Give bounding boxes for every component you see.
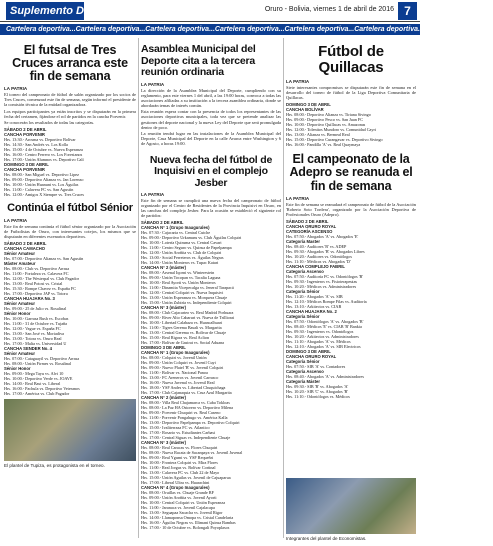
fixture-line: Hrs. 08:00.- Nueva Racata de Sacanpaya vs. Jovenil Juvenal	[141, 449, 243, 455]
byline: LA PATRIA	[4, 218, 28, 224]
byline: LA PATRIA	[4, 86, 28, 91]
fixture-line: Hrs. 17:00.- América vs. Club Pagador	[4, 390, 70, 396]
fixture-line: Hrs. 12:00.- Amigos X Siempre vs. Tres Cruces	[4, 192, 85, 198]
fixture-line: Hrs. 12:00.- The Westerpal vs. Club Pagador	[4, 275, 79, 281]
fixture-heading: Máster Amateur	[4, 260, 36, 266]
fixture-line: Hrs. 15:00.- Ivaliterraza FC vs. Atlantico	[141, 424, 210, 430]
fixture-line: Hrs. 08:00.- Villa Real Chajamarca vs. Cuba Tokloas	[141, 399, 230, 405]
fixture-line: Hrs. 17:00.- Bolívar de Gastrat vs. Social Aduana	[141, 339, 225, 345]
fixture-heading: CANCHA SENDER No. 4	[4, 345, 53, 351]
fixture-line: Hrs. 08:00.- Colquiri vs. Jovenil Unión	[141, 354, 207, 360]
fixture-line: Hrs. 17:00.- Rosario vs. Estudiantes Carbasi	[141, 429, 216, 435]
headline-futsal: El futsal de Tres Cruces arranca este fin de semana	[12, 43, 128, 83]
column-right	[286, 38, 416, 546]
section-strip: Cartelera deportiva...Cartelera deportiva...Cartelera deportiva...Cartelera deportiva...Cartelera deportiva...Cartelera deportiva...Cartelera deportiva...	[0, 24, 420, 35]
fixture-line: Hrs. 09:30.- Abogados 'B' vs. Abogados Libres	[286, 249, 365, 255]
fixture-line: Hrs. 15:00.- Unión Aguilas vs. Jovenil de Cajuaparua	[141, 474, 231, 480]
photo-caption: El plantel de Tupiza, es protagonista en el torneo.	[4, 462, 105, 468]
headline-adepro: El campeonato de la Adepro se reanuda el fin de semana	[289, 151, 413, 193]
fixture-line: Hrs. 11:10.- Abogados 'A' vs. Médicos	[286, 339, 351, 345]
fixture-line: Hrs. 14:30.- San Andrés vs. Los Kolla	[4, 142, 68, 148]
fixture-line: Hrs. 07:50.- Odontólogos 'A' vs. Abogados 'B'	[286, 319, 364, 325]
fixture-heading: CATEGORÍA ASCENSO	[286, 229, 333, 235]
fixture-line: Hrs. 09:00.- Deportivo Urkamaru vs. Club Águilas Colquiri	[141, 234, 242, 240]
fixture-line: Hrs. 09:00.- Porvenir Chuquiri vs. Real Caseno	[141, 409, 221, 415]
fixture-list	[141, 220, 281, 530]
fixture-heading: CANCHA N° 1 (Grupo Inaugurales)	[141, 349, 210, 355]
paragraph: Los equipos participantes ya están inscritos y se disputarán en la primera fecha del certamen, fijándose el rol de partidos en la cancha Porvenir.	[4, 108, 136, 119]
fixture-line: Hrs. 12:10.- Abogados 'A' vs. SIB Electricos	[286, 344, 361, 350]
fixture-line: Hrs. 07:50.- Abogados 'A' vs. Abogados 'E'	[286, 234, 359, 240]
fixture-line: Hrs. 17:00.- Deportivo JAP vs. Totora	[4, 290, 68, 296]
byline: LA PATRIA	[141, 81, 165, 87]
fixture-heading: Sénior Honor	[4, 365, 31, 371]
fixture-heading: DOMINGO 3 DE ABRIL	[141, 344, 186, 350]
fixture-heading: Categoría Máster	[286, 379, 320, 385]
fixture-heading: Categoría Sénior	[286, 359, 320, 365]
fixture-heading: CANCHA N° 3 (máster)	[141, 439, 187, 445]
fixture-line: Hrs. 11:00.- Porvenir Pongahugo vs. América Kalla	[141, 414, 228, 420]
fixture-line: Hrs. 09:00.- Unión Aroñita vs. Jovenil Ayorti	[141, 494, 217, 500]
fixture-line: Hrs. 13:00.- Calavera FC vs. Club 22 de Mayo	[141, 469, 220, 475]
fixture-line: Hrs. 09:00.- Nuevo Platel 'B' vs. Jovenil Colquiri	[141, 364, 224, 370]
fixture-heading: Categoría Ascenso	[286, 369, 324, 375]
fixture-heading: SÁBADO 2 DE ABRIL	[141, 219, 184, 225]
fixture-line: Hrs. 11:00.- Centro Seguro vs. Quinsa de Papelpampa	[141, 244, 232, 250]
paragraph: Este fin de semana se reanudará el campeonato de fútbol de la Asociación 'Roberto Soto Tordera', organizado por la Asociación Deportiva de Profesionales Oruro (Adepro).	[286, 202, 416, 218]
byline: LA PATRIA	[286, 79, 310, 84]
fixture-line: Hrs. 10:20.- Arkitectos vs. Administradores	[286, 334, 359, 340]
fixture-line: Hrs. 16:00.- Centro Ferrero vs. Los Forestanos	[4, 152, 83, 158]
fixture-line: Hrs. 13:30.- Arosma vs. Deportivo Bolívar	[4, 137, 76, 143]
fixture-heading: CANCHA PORVENIR	[4, 132, 45, 138]
fixture-line: Hrs. 15:00.- Unión Zubiría vs. Independiente Colquiri	[141, 299, 232, 305]
fixture-line: Hrs. 13:00.- Totora vs. Oruro Real	[4, 335, 62, 341]
fixture-line: Hrs. 09:00.- River Alto Cabaruri vs. Nueva de Trilliorai	[141, 314, 235, 320]
fixture-line: Hrs. 17:00.- Club Cajanaquia vs. Cruz Azul Margarita	[141, 389, 232, 395]
fixture-line: Hrs. 08:00.- San Miguel vs. Deportivo Lipez	[4, 172, 80, 178]
fixture-heading: CANCHA CAMACHO	[4, 245, 46, 251]
fixture-heading: Sénior Amateur	[4, 350, 36, 356]
fixture-heading: CANCHA ORURO ROYAL	[286, 354, 337, 360]
fixture-heading: CANCHA N° 2 (máster)	[141, 264, 187, 270]
fixture-line: Hrs. 07:00.- Deportivo Alianza vs. San Agustín	[4, 255, 84, 261]
fixture-heading: Categoría Master	[286, 239, 320, 245]
fixture-line: Hrs. 12:00.- Unión Aroñita vs. Club de Colquiri	[141, 249, 222, 255]
fixture-heading: CANCHA COMPLEJO FABRIL	[286, 264, 345, 270]
fixture-line: Hrs. 13:00.- Seguapaa Sacacha vs. Jovenil Rigor	[141, 509, 223, 515]
fixture-line: Hrs. 15:00.- Deportivo Curangavar vs. Deportivo Sivingo	[286, 136, 383, 142]
fixture-heading: DOMINGO 3 DE ABRIL	[286, 349, 331, 355]
fixture-line: Hrs. 09:00.- Unión Tocopan vs. Tacalia Laguna	[141, 274, 221, 280]
fixture-line: Hrs. 10:20.- Auditores vs. Odontólogos	[286, 254, 352, 260]
fixture-line: Hrs. 11:00.- 31 de Octubre vs. Tujaña	[4, 320, 68, 326]
fixture-line: Hrs. 10:20.- Médicos vs. Administradores	[286, 284, 357, 290]
fixture-line: Hrs. 08:00.- Arsenal Iqorni vs. Winterestein	[141, 269, 215, 275]
fixture-heading: CANCHA N° 1 (Grupo Inaugurales)	[141, 224, 210, 230]
fixture-line: Hrs. 11:00.- Calavera FC vs. San Agustín	[4, 187, 74, 193]
fixture-line: Hrs. 10:00.- Deportivo Quillacas vs. Amazonas	[286, 121, 366, 127]
fixture-line: Hrs. 07:50.- SIB 'A' vs. Contadores	[286, 364, 346, 370]
fixture-line: Hrs. 14:00.- Unión Monteros vs. Tupac Katari	[141, 259, 219, 265]
fixture-list	[4, 241, 136, 396]
fixture-line: Hrs. 13:00.- Alianza vs. Bermeal Real	[286, 131, 350, 137]
fixture-line: Hrs. 17:00.- Unión Alumnos vs. Deportivo Calí	[4, 157, 84, 163]
fixture-line: Hrs. 12:00.- Vague vs. España FC	[4, 325, 61, 331]
paragraph: La reunión tendrá lugar en las instalaciones de la Asamblea Municipal del Deporte, Casa Municipal del Deporte en la calle Avaroa entre Washington y 6 de Agosto, a horas 19:00.	[141, 131, 281, 147]
fixture-line: Hrs. 08:00.- Oruillas vs. Chuaje Grande BF	[141, 489, 214, 495]
fixture-line: Hrs. 13:00.- Real Potosi vs. Cristal	[4, 280, 63, 286]
fixture-line: Hrs. 07:50.- Auditoría FC vs. Odontólogos 'B'	[286, 274, 364, 280]
fixture-line: Hrs. 14:00.- Llamaponsa Omopa vs. Cristal Candelaria	[141, 514, 234, 520]
fixture-line: Hrs. 15:00.- 4 de Octubre vs. Nueva Esperanza	[4, 147, 83, 153]
fixture-line: Hrs. 08:00.- Club Cajacarteo vs. Real Madrid Porhuara	[141, 309, 234, 315]
fixture-line: Hrs. 09:00.- Unión Colquiri vs. Jovenil Cuyi	[141, 359, 216, 365]
fixture-line: Hrs. 11:00.- Fortaleza vs. Calavera FC	[4, 270, 69, 276]
paragraph: El torneo del campeonato de fútbol de salón organizado por los socios de Tres Cruces, comenzará este fin de semana, según informó el presidente de la comisión técnica de la entidad organizadora.	[4, 92, 136, 108]
fixture-heading: CANCHA BOLÍVAR	[286, 106, 324, 112]
fixture-line: Hrs. 09:00.- Deportivo Alianza vs. Jan Lorenzo	[4, 177, 84, 183]
fixture-line: Hrs. 10:00.- Garrasa Bush vs. Escobas	[4, 315, 69, 321]
fixture-heading: CANCHA HUAJARA No. 3	[4, 295, 55, 301]
fixture-line: Hrs. 08:00.- Deportivo Alianza vs. Tiriana Sivingo	[286, 111, 371, 117]
fixture-line: Hrs. 08:40.- Médicos 'E' vs. CIAB 'B' Bankia	[286, 324, 362, 330]
fixture-line: Hrs. 11:20.- Abogados 'A' vs. SIB	[286, 294, 343, 300]
fixture-line: Hrs. 07:30.- Cajacaria vs. Central Cutche	[141, 229, 211, 235]
fixture-line: Hrs. 10:00.- Real Ayorti vs. Unión Monteros	[141, 279, 216, 285]
fixture-line: Hrs. 12:00.- Tolenitos Mundoro vs. Comunidad Cayri	[286, 126, 377, 132]
fixture-line: Hrs. 10:00.- Libertad Calabaza vs. Huancalhuari	[141, 319, 223, 325]
headline-quillacas: Fútbol de Quillacas	[318, 43, 384, 76]
fixture-line: Hrs. 09:30.- Ingenieros vs. Fisioterapeutas	[286, 279, 358, 285]
headline-senior: Continúa el fútbol Sénior	[7, 202, 133, 215]
fixture-line: Hrs. 11:00.- Jaranaca vs. Jovenil Cajalacapa	[141, 504, 215, 510]
fixture-line: Hrs. 12:10.- Médicos Rompe Filas vs. Auditoría	[286, 299, 367, 305]
paragraph: Siete interesantes compromisos se disputarán este fin de semana en el desarrollo del torneo de fútbol de la Liga Deportiva Comunitaria de Quillacas.	[286, 85, 416, 101]
page-date: Oruro - Bolivia, viernes 1 de abril de 2016	[264, 6, 394, 13]
fixture-heading: Categoría Sénior	[286, 289, 320, 295]
paragraph: Este fin de semana se cumplirá una nueva fecha del campeonato de fútbol organizado por el Centro de Residentes de la Provincia Inquisivi en Oruro, en las canchas del complejo Jesber. Para la ocasión se estableció el siguiente rol de partidos:	[141, 198, 281, 219]
fixture-line: Hrs. 13:00.- FC Areneros vs. Jovenil Carrasco	[141, 374, 219, 380]
fixture-line: Hrs. 17:00.- 10 de Octubre vs. Bolongali Poyoplasos	[141, 524, 230, 530]
fixture-line: Hrs. 12:00.- Central Colquiri vs. Nueva Inquisivi	[141, 289, 224, 295]
paragraph: Se conocerán los resultados de todas las categorías.	[4, 120, 95, 126]
column-center	[141, 38, 281, 546]
fixture-line: Hrs. 09:30.- SIB 'B' vs. Abogados 'A'	[286, 384, 349, 390]
fixture-line: Hrs. 10:00.- Frontera Colquiri vs. Mira Flores	[141, 459, 218, 465]
fixture-line: Hrs. 10:00.- Lotería Quiruma vs. Central Cavari	[141, 239, 222, 245]
fixture-line: Hrs. 18:00.- YSF Andes vs. Libertad Chuquichaga	[141, 384, 226, 390]
fixture-heading: SÁBADO 2 DE ABRIL	[4, 127, 47, 133]
fixture-line: Hrs. 10:00.- Central Colquiri vs. Unión Esperanza	[141, 499, 226, 505]
fixture-line: Hrs. 08:00.- Unión Firmes vs. Rosalinal	[4, 360, 71, 366]
fixture-line: Hrs. 11:10.- Odontólogos vs. Médicos	[286, 394, 350, 400]
fixture-line: Hrs. 11:00.- Tigres Gerema Basali vs. Margarita	[141, 324, 222, 330]
fixture-line: Hrs. 09:00.- 25 de Julio vs. Rosalinal	[4, 305, 67, 311]
fixture-list	[4, 127, 136, 197]
fixture-line: Hrs. 08:00.- Real Caracas vs. Flores Chuquiri	[141, 444, 218, 450]
fixture-heading: CANCHA N° 2 (máster)	[141, 394, 187, 400]
fixture-line: Hrs. 16:00.- Águilas Negras vs. Illimani Quinsa Bambas	[141, 519, 236, 525]
fixture-line: Hrs. 11:00.- Real Jorgas vs. Bolívar Cortinal	[141, 464, 216, 470]
fixture-heading: DOMINGO 3 DE ABRIL	[4, 162, 49, 168]
fixture-line: Hrs. 15:00.- Real Rigora vs. Real Aclion	[141, 334, 210, 340]
fixture-heading: DOMINGO 3 DE ABRIL	[286, 101, 331, 107]
fixture-heading: Sénior Honor	[4, 310, 31, 316]
fixture-heading: SÁBADO 2 DE ABRIL	[286, 219, 329, 225]
fixture-line: Hrs. 10:20.- SIB 'C' vs. Abogados 'B'	[286, 389, 348, 395]
photo-caption: Integrantes del plantel de Economistas.	[286, 536, 367, 541]
fixture-line: Hrs. 10:00.- Deportivo Verde vs. JOAVE	[4, 375, 73, 381]
team-photo	[286, 478, 416, 534]
fixture-line: Hrs. 08:00.- Club vs. Deportivo Arrasa	[4, 265, 70, 271]
article-body	[141, 88, 281, 147]
fixture-line: Hrs. 13:00.- Social Ferreteros vs. Águilas Negras	[141, 254, 224, 260]
fixture-line: Hrs. 13:00.- San José vs. Moriadiva	[4, 330, 65, 336]
fixture-heading: Categoría Sénior	[286, 314, 320, 320]
fixture-list	[286, 219, 416, 399]
fixture-line: Hrs. 10:00.- Unión Huanuni vs. Los Águilas	[4, 182, 79, 188]
byline: LA PATRIA	[286, 196, 310, 202]
fixture-line: Hrs. 16:00.- Nueva Juvenal vs. Jovenil Real	[141, 379, 215, 385]
fixture-line: Hrs. 17:00.- Central Siguas vs. Independiente Chuaje	[141, 434, 231, 440]
fixture-heading: CANCHA N° 4 (Grupo Inaugurales)	[141, 484, 210, 490]
masthead	[0, 0, 420, 22]
fixture-line: Hrs. 11:00.- Dinamita Vicepecalga vs. Jeneral Tarapacá	[141, 284, 234, 290]
team-photo	[4, 399, 136, 461]
fixture-line: Hrs. 13:00.- Deportivo Papelpampa vs. Deportivo Colquiri	[141, 419, 240, 425]
fixture-line: Hrs. 13:00.- Central Gerema vs. Bolívar de Chuaje	[141, 329, 227, 335]
fixture-line: Hrs. 15:30.- Rompe Chavez vs. España FC	[4, 285, 76, 291]
fixture-line: Hrs. 17:00.- Liberal Ultra vs. Huarachini	[141, 479, 210, 485]
fixture-heading: CANCHA ORURO ROYAL	[286, 224, 337, 230]
paragraph: Esta reunión espera contar con la presencia de todos los representantes de las asociaciones deportivas municipales, toda vez que se pretende analizar las gestiones del deporte nacional y la nueva Ley del Deporte que será promulgada dentro de poco.	[141, 109, 281, 130]
fixture-line: Hrs. 13:10.- Arkitectos vs. CIAB	[286, 304, 342, 310]
fixture-line: Hrs. 09:00.- Mega Tayu vs. Alvi 10	[4, 370, 64, 376]
fixture-heading: Categoría Ascenso	[286, 269, 324, 275]
fixture-line: Hrs. 08:40.- Auditores 'B' vs. ADEP	[286, 244, 347, 250]
fixture-line: Hrs. 09:00.- Real Ygumi vs. YSF Requeñri	[141, 454, 214, 460]
fixture-heading: CANCHA HUAJARA No. 2	[286, 309, 337, 315]
fixture-heading: Sénior Amateur	[4, 300, 36, 306]
fixture-line: Hrs. 08:40.- Abogados 'A' vs. Administradores	[286, 374, 365, 380]
fixture-line: Hrs. 16:00.- Pachula vs. Deportivo Veteranos	[4, 385, 80, 391]
column-left	[4, 38, 136, 546]
fixture-line: Hrs. 17:00.- Malta vs. Universidad U	[4, 340, 67, 346]
headline-inquisivi: Nueva fecha del fútbol de Inquisivi en el complejo Jesber	[149, 153, 273, 189]
fixture-line: Hrs. 09:00.- Deportivo Pesco vs. San Juan FC	[286, 116, 364, 122]
column-divider	[138, 38, 139, 538]
page-number: 7	[398, 2, 417, 20]
article-body	[4, 92, 136, 126]
fixture-heading: Sénior Amateur	[4, 250, 36, 256]
fixture-line: Hrs. 07:00.- Cataguayil vs. Deportivo Arrasa	[4, 355, 80, 361]
fixture-line: Hrs. 13:00.- Unión Esperanza vs. Morquera Chuaje	[141, 294, 228, 300]
headline-asamblea: Asamblea Municipal del Deporte cita a la tercera reunión ordinaria	[141, 43, 256, 78]
fixture-list	[286, 102, 416, 147]
fixture-line: Hrs. 11:00.- Bolivar vs. Nacional Panoa	[141, 369, 208, 375]
byline: LA PATRIA	[141, 192, 165, 198]
fixture-heading: SÁBADO 2 DE ABRIL	[4, 240, 47, 246]
fixture-line: Hrs. 14:00.- Real Bast vs. Liberal	[4, 380, 61, 386]
fixture-heading: CANCHA PORVENIR	[4, 167, 45, 173]
newspaper-logo: Suplemento Deportivo	[6, 2, 84, 20]
fixture-line: Hrs. 08:00.- La Paz HA Ostorero vs. Deportivo Milena	[141, 404, 233, 410]
paragraph: Este fin de semana continúa el fútbol sénior organizado por la Asociación de Futbolistas de Oruro, con interesantes cotejos, los mismos que se disputarán en diferentes escenarios deportivos.	[4, 224, 136, 240]
paragraph: La dirección de la Asamblea Municipal del Deporte, cumpliendo con su reglamento, para este viernes 1 del abril, a las 19:00 horas, convoca a todas las asociaciones afiliadas a su institución a la tercera asamblea ordinaria, donde se abordarán temas de interés común.	[141, 87, 281, 108]
fixture-line: Hrs. 11:10.- Médicos vs. Abogados 'D'	[286, 259, 351, 265]
column-divider	[283, 38, 284, 538]
fixture-line: Hrs. 09:30.- Ingenieros vs. Odontólogos	[286, 329, 354, 335]
fixture-heading: CANCHA N° 3 (máster)	[141, 304, 187, 310]
fixture-line: Hrs. 16:00.- Pandilla 'A' vs. Real Quaymaya	[286, 141, 361, 147]
